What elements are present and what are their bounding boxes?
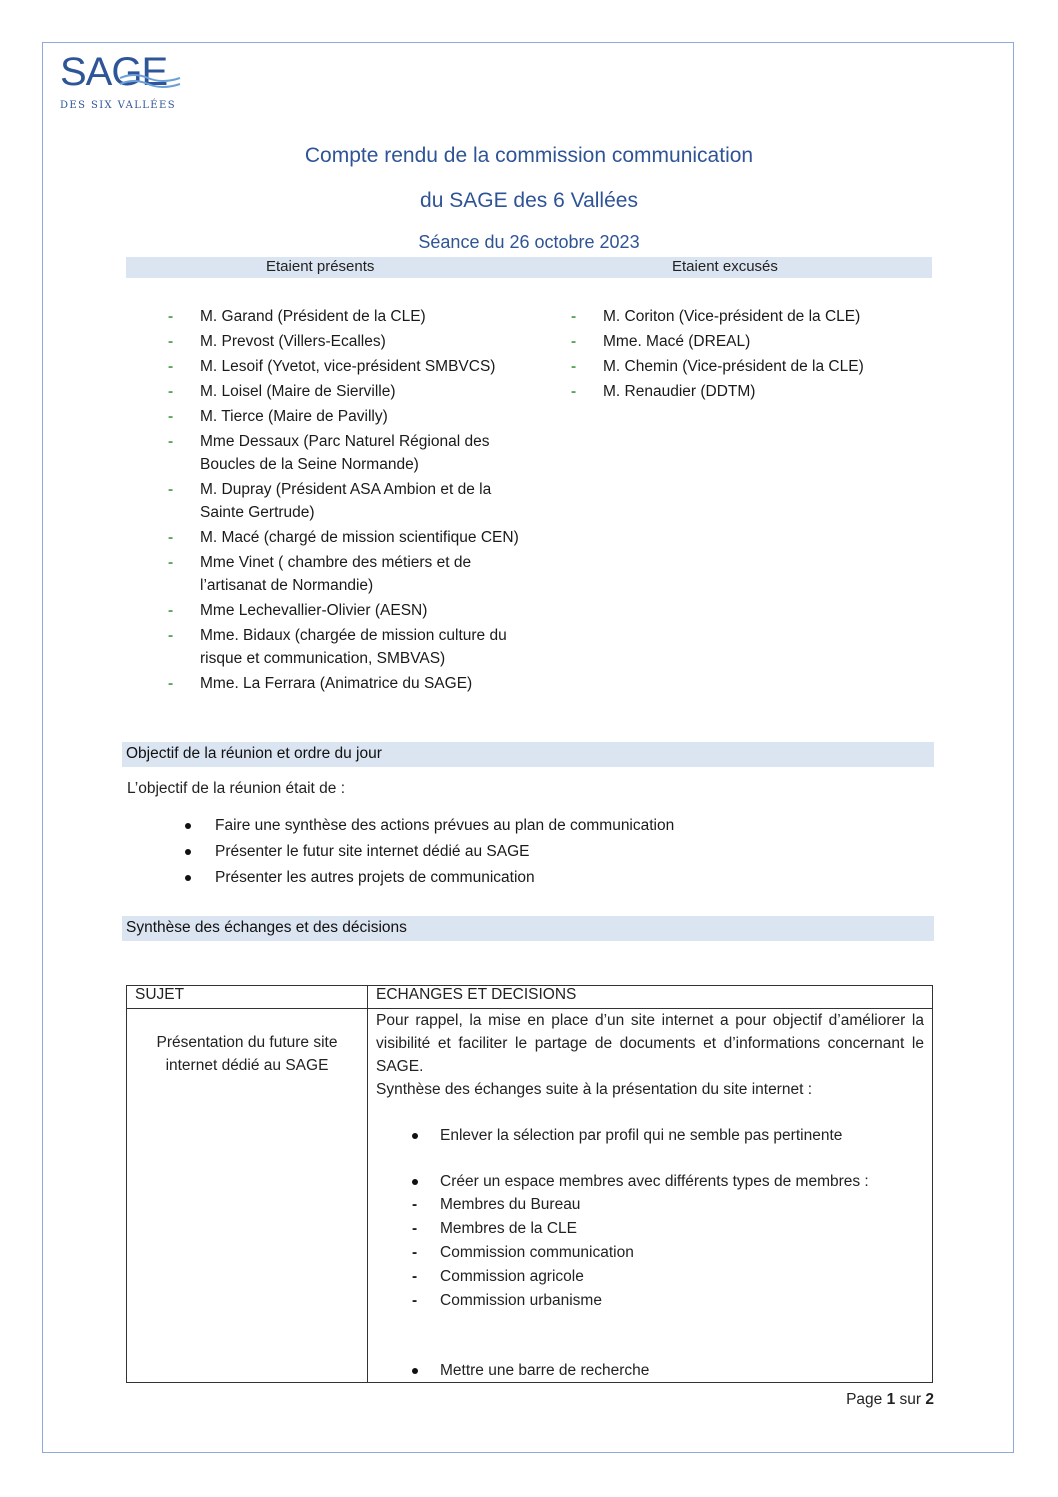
member-text: Membres du Bureau [440, 1196, 581, 1213]
list-item [168, 599, 530, 622]
list-item [168, 405, 530, 428]
of-word: sur [899, 1391, 922, 1408]
member-item [376, 1217, 924, 1241]
list-item-text: M. Macé (chargé de mission scientifique CEN) [200, 529, 519, 546]
list-item [215, 839, 915, 865]
list-item [215, 813, 915, 839]
list-item-text: Mme Dessaux (Parc Naturel Régional des Boucles de la Seine Normande) [200, 433, 490, 473]
col-exchanges: ECHANGES ET DECISIONS [368, 986, 933, 1009]
list-item [168, 526, 530, 549]
bullet-icon [412, 1133, 418, 1139]
dash-icon: - [168, 554, 174, 571]
dash-icon: - [571, 308, 577, 325]
table-header-row [127, 986, 933, 1009]
session-date: Séance du 26 octobre 2023 [418, 232, 640, 252]
list-item-text: Mme. Bidaux (chargée de mission culture du risque et communication, SMBVAS) [200, 627, 507, 667]
member-item [376, 1241, 924, 1265]
list-item-text: M. Loisel (Maire de Sierville) [200, 383, 396, 400]
list-item-text: Mme Lechevallier-Olivier (AESN) [200, 602, 428, 619]
exchanges-cell [368, 1009, 933, 1383]
list-item-text: Mme. La Ferrara (Animatrice du SAGE) [200, 675, 473, 692]
bullet3-text: Mettre une barre de recherche [440, 1362, 650, 1379]
list-item [168, 305, 530, 328]
dash-icon: - [168, 602, 174, 619]
page-word: Page [846, 1391, 883, 1408]
members-list [376, 1193, 924, 1313]
dash-icon: - [168, 529, 174, 546]
bullet-icon [412, 1368, 418, 1374]
list-item [571, 305, 923, 328]
exchange-bullet1 [376, 1124, 924, 1147]
list-item-text: M. Chemin (Vice-président de la CLE) [603, 358, 864, 375]
dash-icon: - [412, 1196, 418, 1213]
exchange-text1: Pour rappel, la mise en place d’un site internet a pour objectif d’améliorer la visibilité et faciliter le partage de documents et d’informations concernant le SAGE. [376, 1012, 924, 1075]
exchange-bullet3 [376, 1359, 924, 1382]
exchange-text2: Synthèse des échanges suite à la présentation du site internet : [376, 1081, 813, 1098]
list-item-text: M. Coriton (Vice-président de la CLE) [603, 308, 861, 325]
list-item-text: M. Tierce (Maire de Pavilly) [200, 408, 388, 425]
member-text: Membres de la CLE [440, 1220, 577, 1237]
list-item [571, 330, 923, 353]
synthesis-heading: Synthèse des échanges et des décisions [126, 919, 407, 936]
dash-icon: - [168, 481, 174, 498]
dash-icon: - [571, 358, 577, 375]
subject-cell: Présentation du future site internet dédié au SAGE [127, 1009, 368, 1383]
bullet-icon [185, 823, 191, 829]
list-item-text: M. Prevost (Villers-Ecalles) [200, 333, 386, 350]
dash-icon: - [168, 627, 174, 644]
dash-icon: - [168, 333, 174, 350]
list-item [168, 624, 530, 670]
list-item-text: Mme Vinet ( chambre des métiers et de l’artisanat de Normandie) [200, 554, 472, 594]
present-label: Etaient présents [266, 258, 375, 275]
list-item [168, 551, 530, 597]
bullet1-text: Enlever la sélection par profil qui ne semble pas pertinente [440, 1127, 843, 1144]
bullet2-text: Créer un espace membres avec différents types de membres : [440, 1173, 869, 1190]
objective-heading: Objectif de la réunion et ordre du jour [126, 745, 382, 762]
attendance-header-bar [126, 257, 932, 278]
list-item-text: Mme. Macé (DREAL) [603, 333, 751, 350]
col-subject: SUJET [127, 986, 368, 1009]
member-item [376, 1289, 924, 1313]
list-item [571, 380, 923, 403]
list-item-text: M. Garand (Président de la CLE) [200, 308, 426, 325]
present-list [168, 305, 530, 697]
page-total: 2 [925, 1391, 934, 1408]
dash-icon: - [571, 333, 577, 350]
excused-list [571, 305, 923, 405]
list-item [168, 380, 530, 403]
list-item [168, 672, 530, 695]
objective-list [215, 813, 915, 891]
list-item-text: M. Lesoif (Yvetot, vice-président SMBVCS) [200, 358, 496, 375]
dash-icon: - [412, 1220, 418, 1237]
list-item-text: Présenter le futur site internet dédié au SAGE [215, 843, 530, 860]
logo-text: SAGE [60, 50, 168, 94]
synthesis-table [126, 985, 933, 1383]
dash-icon: - [412, 1244, 418, 1261]
dash-icon: - [168, 383, 174, 400]
doc-title-line1: Compte rendu de la commission communication [304, 144, 754, 167]
list-item-text: M. Renaudier (DDTM) [603, 383, 756, 400]
dash-icon: - [412, 1268, 418, 1285]
wave-icon [118, 70, 182, 92]
dash-icon: - [168, 408, 174, 425]
dash-icon: - [412, 1292, 418, 1309]
dash-icon: - [168, 433, 174, 450]
page-current: 1 [886, 1391, 896, 1408]
list-item-text: Présenter les autres projets de communication [215, 869, 535, 886]
member-item [376, 1265, 924, 1289]
member-text: Commission agricole [440, 1268, 584, 1285]
dash-icon: - [571, 383, 577, 400]
dash-icon: - [168, 675, 174, 692]
objective-intro: L’objectif de la réunion était de : [127, 780, 346, 797]
table-row [127, 1009, 933, 1383]
dash-icon: - [168, 308, 174, 325]
logo-subtitle: DES SIX VALLÉES [60, 100, 176, 111]
list-item [215, 865, 915, 891]
list-item [168, 330, 530, 353]
bullet-icon [185, 875, 191, 881]
member-item [376, 1193, 924, 1217]
list-item-text: Faire une synthèse des actions prévues au plan de communication [215, 817, 675, 834]
excused-label: Etaient excusés [672, 258, 778, 275]
doc-title-line2: du SAGE des 6 Vallées [420, 189, 638, 212]
member-text: Commission urbanisme [440, 1292, 602, 1309]
bullet-icon [412, 1179, 418, 1185]
exchange-bullet2 [376, 1170, 924, 1193]
list-item [168, 430, 530, 476]
page-number [846, 1391, 934, 1409]
list-item [168, 478, 530, 524]
bullet-icon [185, 849, 191, 855]
list-item [168, 355, 530, 378]
sage-logo [58, 50, 188, 112]
member-text: Commission communication [440, 1244, 634, 1261]
list-item [571, 355, 923, 378]
dash-icon: - [168, 358, 174, 375]
list-item-text: M. Dupray (Président ASA Ambion et de la Sainte Gertrude) [200, 481, 492, 521]
